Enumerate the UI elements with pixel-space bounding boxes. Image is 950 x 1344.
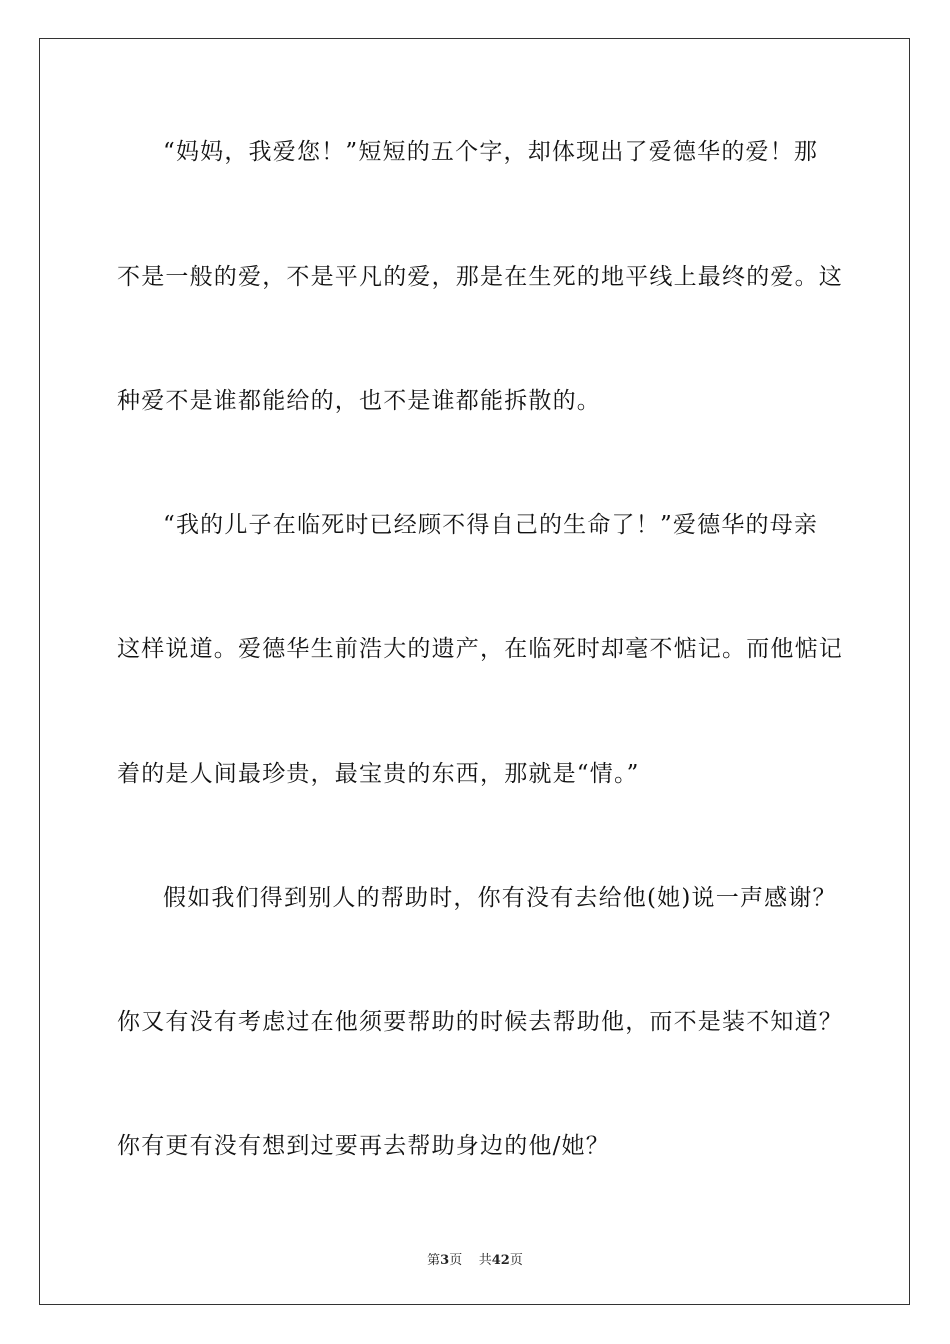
total-pages: 42	[491, 1253, 510, 1268]
paragraph-1-line-3: 种爱不是谁都能给的，也不是谁都能拆散的。	[117, 388, 601, 414]
paragraph-2-line-3: 着的是人间最珍贵，最宝贵的东西，那就是“情。”	[117, 761, 640, 787]
page-footer	[0, 1249, 950, 1268]
paragraph-3-line-1: 假如我们得到别人的帮助时，你有没有去给他(她)说一声感谢？	[163, 885, 837, 911]
page-prefix: 第	[427, 1253, 441, 1268]
page-number: 3	[440, 1253, 450, 1268]
total-suffix: 页	[509, 1253, 523, 1268]
page-suffix: 页	[449, 1253, 463, 1268]
page-frame	[39, 38, 910, 1305]
total-prefix: 共	[478, 1253, 492, 1268]
paragraph-3-line-2: 你又有没有考虑过在他须要帮助的时候去帮助他，而不是装不知道？	[117, 1009, 843, 1035]
paragraph-1-line-2: 不是一般的爱，不是平凡的爱，那是在生死的地平线上最终的爱。这	[117, 264, 843, 290]
paragraph-2-line-2: 这样说道。爱德华生前浩大的遗产，在临死时却毫不惦记。而他惦记	[117, 636, 843, 662]
paragraph-2-line-1: “我的儿子在临死时已经顾不得自己的生命了！”爱德华的母亲	[163, 512, 819, 538]
paragraph-1-line-1: “妈妈，我爱您！”短短的五个字，却体现出了爱德华的爱！那	[163, 139, 819, 165]
paragraph-3-line-3: 你有更有没有想到过要再去帮助身边的他/她？	[117, 1133, 610, 1159]
